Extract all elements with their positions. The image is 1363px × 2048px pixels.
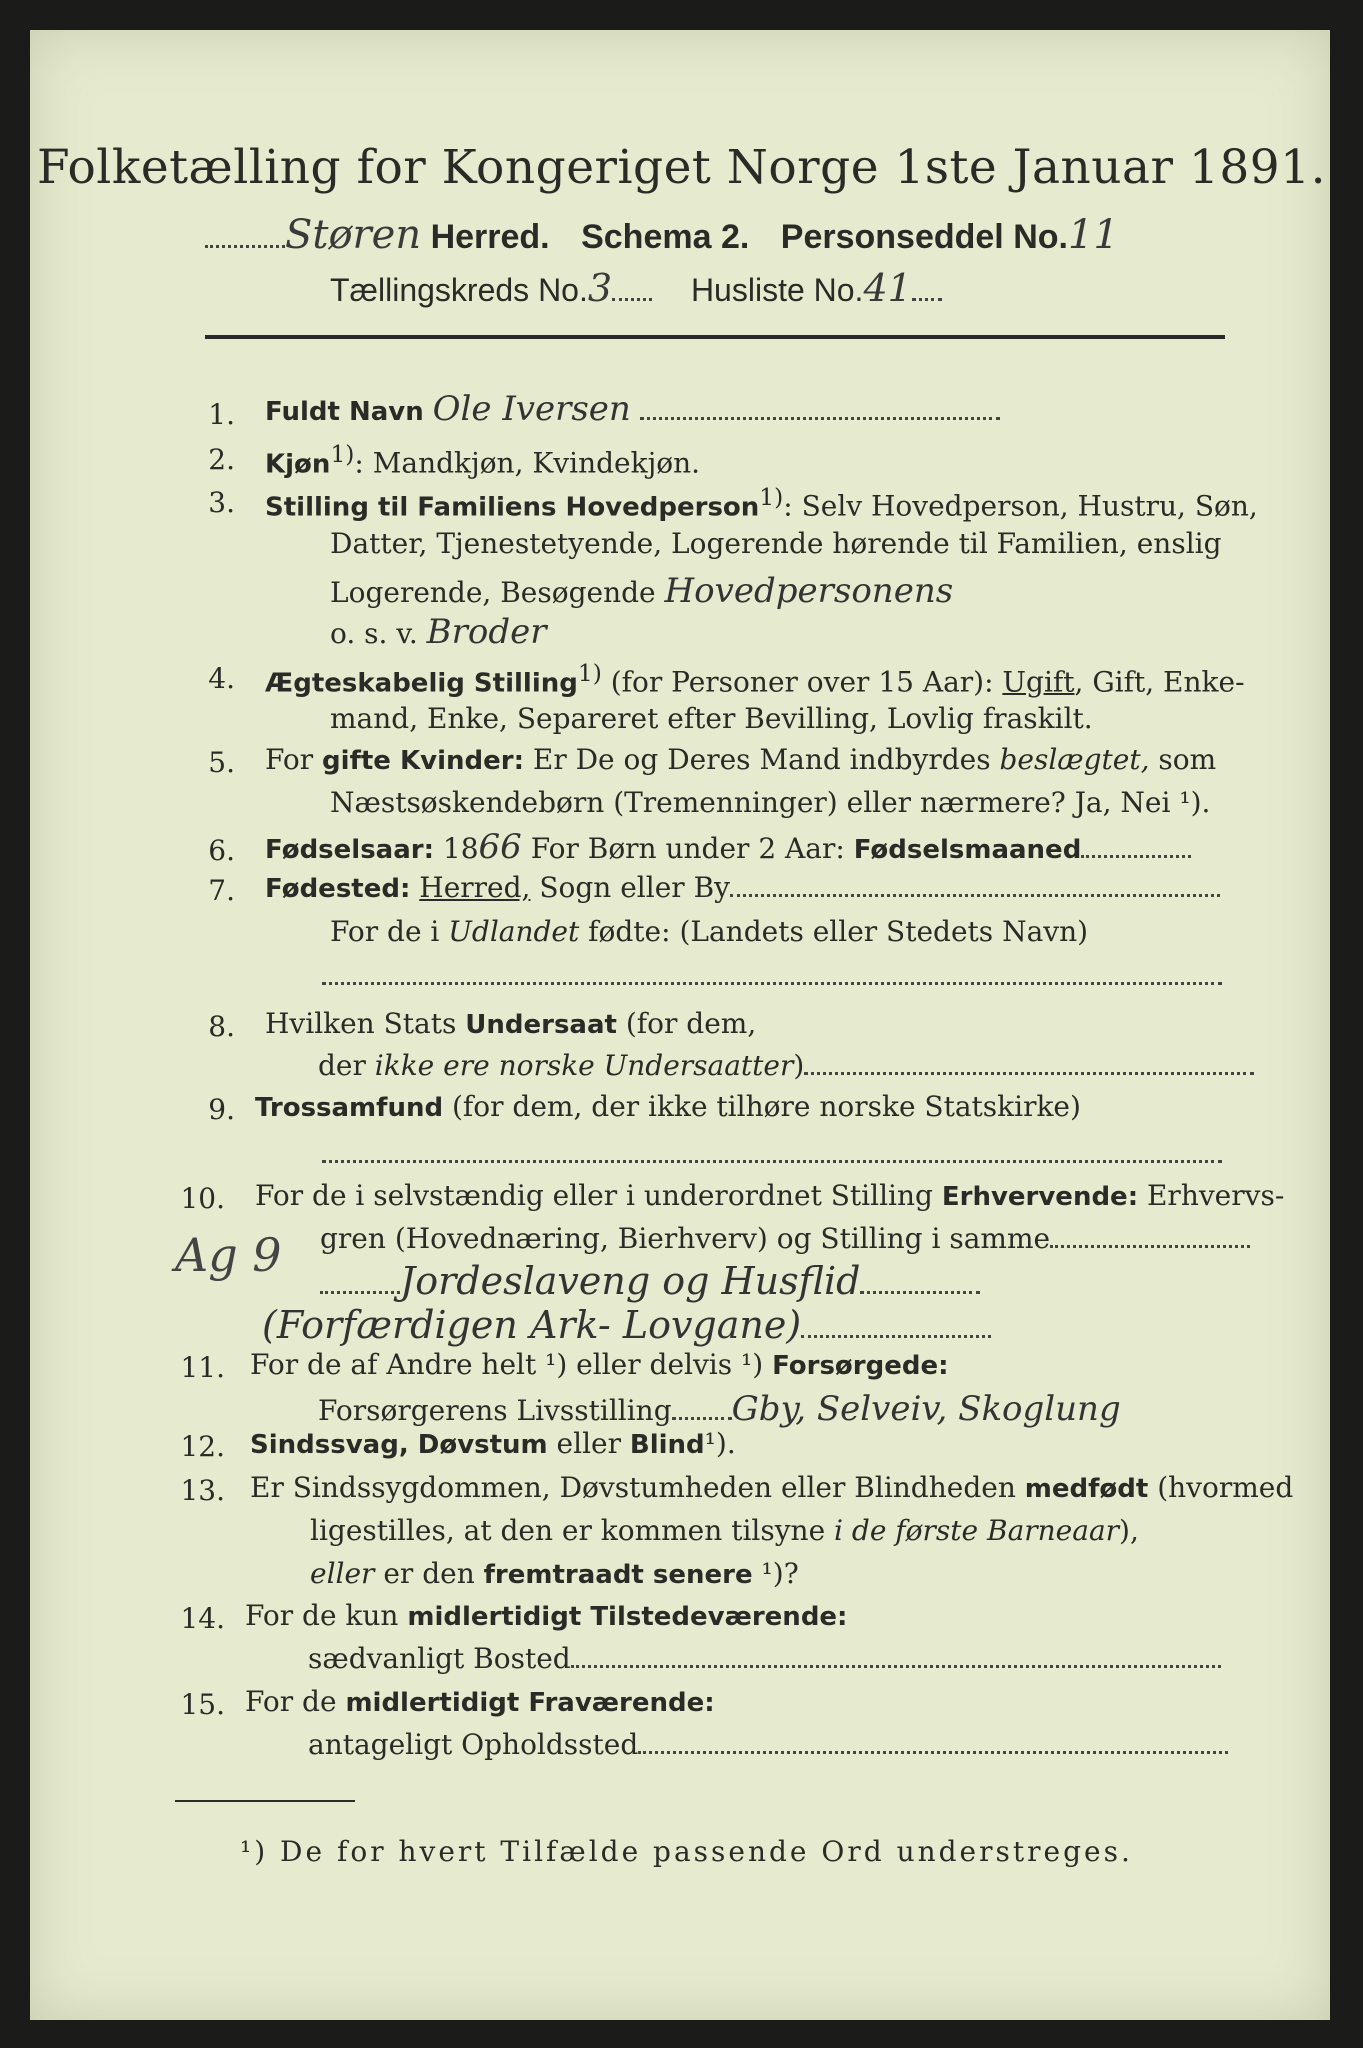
underlined-option: Ugift	[1002, 665, 1075, 699]
field-text: For Børn under 2 Aar:	[521, 832, 854, 865]
field-options: : Selv Hovedperson, Hustru, Søn,	[783, 489, 1258, 523]
dotted-line	[1050, 1244, 1250, 1248]
form-title: Folketælling for Kongeriget Norge 1ste Januar 1891.	[36, 140, 1327, 195]
item-number: 13.	[180, 1474, 225, 1507]
item-citizenship-line2	[318, 1049, 1254, 1082]
field-text: eller	[547, 1427, 630, 1460]
item-temp-present	[245, 1599, 848, 1632]
field-text: Erhvervs-	[1138, 1179, 1285, 1212]
underlined-option: Herred,	[419, 871, 531, 904]
item-sex	[265, 440, 701, 480]
schema-label: Schema 2.	[581, 218, 750, 256]
item-number: 7.	[208, 874, 235, 907]
item-temp-absent	[245, 1685, 715, 1718]
item-number: 14.	[180, 1602, 225, 1635]
field-answer: (Forfærdigen Ark- Lovgane)	[262, 1303, 802, 1347]
field-text: antageligt Opholdssted	[308, 1728, 639, 1761]
footnote: ¹) De for hvert Tilfælde passende Ord understreges.	[240, 1835, 1133, 1868]
field-text: 18	[434, 832, 479, 865]
footnote-mark: 1)	[330, 440, 355, 468]
item-household-answer-line	[330, 571, 954, 611]
field-text: ),	[1119, 1514, 1139, 1547]
dotted-line	[322, 981, 1222, 985]
field-label: Trossamfund	[255, 1093, 444, 1123]
field-text: Er Sindssygdommen, Døvstumheden eller Blindheden	[250, 1471, 1025, 1504]
item-temp-present-line2	[308, 1642, 1221, 1675]
field-label: Forsørgede:	[772, 1351, 949, 1381]
dotted-line	[860, 1290, 980, 1294]
item-number: 1.	[208, 398, 235, 431]
field-options: Sogn eller By	[530, 871, 730, 904]
header-rule	[205, 335, 1225, 339]
field-label: Undersaat	[465, 1010, 617, 1040]
item-disability	[250, 1427, 736, 1460]
personseddel-value: 11	[1067, 212, 1119, 258]
dotted-line	[730, 893, 1220, 897]
header-row-herred	[205, 212, 1225, 258]
footnote-mark: 1)	[577, 659, 602, 687]
dotted-line	[672, 1416, 732, 1420]
field-label: Fødselsaar:	[265, 835, 434, 865]
header-row-kreds	[330, 266, 1130, 310]
dotted-line	[804, 1071, 1254, 1075]
field-options: mand, Enke, Separeret efter Bevilling, Lovlig fraskilt.	[330, 702, 1093, 735]
field-text: ikke ere norske Undersaatter	[374, 1049, 794, 1082]
field-text: gren (Hovednæring, Bierhverv) og Stilling i samme	[320, 1222, 1051, 1255]
footnote-rule	[175, 1800, 355, 1802]
field-label: Fødselsmaaned	[853, 835, 1082, 865]
item-married-women	[265, 743, 1217, 776]
dotted-line	[322, 1159, 1222, 1163]
answer-line	[322, 1140, 1222, 1168]
field-answer: Hovedpersonens	[664, 571, 954, 611]
dotted-line	[1081, 854, 1191, 858]
field-text: Er De og Deres Mand indbyrdes	[523, 743, 1000, 776]
item-religion	[255, 1090, 1081, 1123]
item-birthplace	[265, 871, 1220, 904]
item-household-osv	[330, 612, 547, 652]
dotted-line	[571, 1664, 1221, 1668]
item-occupation-line2	[320, 1222, 1250, 1255]
field-answer: Gby, Selveiv, Skoglung	[731, 1389, 1121, 1429]
item-number: 6.	[208, 834, 235, 867]
field-text: norske Statskirke)	[819, 1090, 1081, 1123]
field-label: Erhvervende:	[941, 1182, 1139, 1212]
field-label: Fødested:	[265, 874, 411, 904]
item-supported-line2	[318, 1389, 1121, 1429]
item-number: 12.	[180, 1430, 225, 1463]
field-text: eller	[310, 1557, 375, 1590]
dotted-line	[612, 297, 652, 301]
item-number: 2.	[208, 443, 235, 476]
item-temp-absent-line2	[308, 1728, 1228, 1761]
field-options: : Mandkjøn, Kvindekjøn.	[354, 446, 701, 480]
field-text: Forsørgerens Livsstilling	[318, 1394, 672, 1427]
husliste-value: 41	[863, 266, 912, 310]
field-text: For de kun	[245, 1599, 408, 1632]
field-label: fremtraadt senere	[483, 1560, 753, 1590]
personseddel-label: Personseddel No.	[780, 218, 1068, 256]
item-congenital-line2	[310, 1514, 1139, 1547]
answer-line	[322, 962, 1222, 990]
dotted-line	[205, 244, 285, 248]
field-label: Fuldt Navn	[265, 397, 424, 427]
item-number: 4.	[208, 662, 235, 695]
field-answer: Broder	[426, 612, 547, 652]
item-number: 5.	[208, 746, 235, 779]
field-text: Hvilken Stats	[265, 1007, 466, 1040]
item-number: 10.	[180, 1182, 225, 1215]
field-label: Ægteskabelig Stilling	[265, 668, 578, 699]
field-answer: 66	[478, 827, 522, 867]
field-answer: Jordeslaveng og Husflid	[400, 1259, 861, 1303]
dotted-line	[640, 416, 1000, 420]
dotted-line	[801, 1334, 991, 1338]
field-options: Datter, Tjenestetyende, Logerende hørende til Familien, enslig	[330, 527, 1222, 560]
field-options: Logerende, Besøgende	[330, 576, 656, 609]
field-text: For de i	[330, 915, 449, 948]
field-label: gifte Kvinder:	[322, 746, 524, 776]
field-text: For de i selvstændig eller i underordnet Stilling	[255, 1179, 942, 1212]
field-text: ¹).	[704, 1427, 736, 1460]
item-full-name	[265, 389, 1000, 429]
item-supported	[250, 1348, 949, 1381]
item-citizenship	[265, 1007, 757, 1040]
field-label: midlertidigt Tilstedeværende:	[407, 1602, 848, 1632]
field-text: (for dem, der ikke tilhøre	[443, 1090, 820, 1123]
field-label: medfødt	[1024, 1474, 1149, 1504]
item-number: 15.	[180, 1688, 225, 1721]
item-marital-status	[265, 659, 1245, 699]
husliste-label: Husliste No.	[690, 272, 864, 308]
footnote-mark: 1)	[759, 483, 784, 511]
field-text: der	[318, 1049, 375, 1082]
field-text: (for dem,	[616, 1007, 757, 1040]
dotted-line	[320, 1290, 400, 1294]
field-text: ¹)?	[752, 1557, 799, 1590]
field-label: Blind	[629, 1430, 705, 1460]
field-options: (for Personer over 15 Aar):	[601, 665, 1003, 699]
field-text: i de første Barneaar	[834, 1514, 1120, 1547]
field-options: Næstsøskendebørn (Tremenninger) eller nærmere? Ja, Nei ¹).	[330, 786, 1211, 819]
dotted-line	[912, 297, 942, 301]
field-text: beslægtet,	[999, 743, 1150, 776]
field-text: For de	[245, 1685, 346, 1718]
field-text: fødte: (Landets eller Stedets Navn)	[579, 915, 1089, 948]
item-number: 9.	[208, 1093, 235, 1126]
item-occupation-answer2	[262, 1303, 991, 1347]
field-text: (hvormed	[1148, 1471, 1294, 1504]
kreds-value: 3	[587, 266, 613, 310]
item-number: 3.	[208, 486, 235, 519]
field-text: ligestilles, at den er kommen tilsyne	[310, 1514, 835, 1547]
item-birth-year	[265, 827, 1191, 867]
field-text: For	[265, 743, 323, 776]
field-label: Kjøn	[265, 449, 331, 480]
item-household-position	[265, 483, 1258, 523]
item-birthplace-abroad	[330, 915, 1089, 948]
field-label: midlertidigt Fraværende:	[345, 1688, 715, 1718]
field-text: sædvanligt Bosted	[308, 1642, 571, 1675]
field-label: Sindssvag, Døvstum	[250, 1430, 548, 1460]
margin-annotation: Ag 9	[175, 1228, 282, 1282]
herred-value: Støren	[285, 212, 422, 258]
item-occupation-answer1	[320, 1259, 980, 1303]
field-text: Udlandet	[448, 915, 580, 948]
field-text: er den	[374, 1557, 484, 1590]
kreds-label: Tællingskreds No.	[330, 272, 588, 308]
item-congenital-line3	[310, 1557, 799, 1590]
field-answer: Ole Iversen	[432, 389, 631, 429]
field-label: Stilling til Familiens Hovedperson	[265, 492, 760, 523]
field-options: o. s. v.	[330, 617, 418, 650]
field-text: som	[1149, 743, 1217, 776]
field-options: , Gift, Enke-	[1074, 665, 1245, 699]
herred-label: Herred.	[430, 218, 550, 256]
dotted-line	[638, 1750, 1228, 1754]
item-number: 8.	[208, 1010, 235, 1043]
item-number: 11.	[180, 1351, 225, 1384]
field-text: )	[793, 1049, 805, 1082]
field-text: For de af Andre helt ¹) eller delvis ¹)	[250, 1348, 773, 1381]
item-congenital	[250, 1471, 1294, 1504]
item-occupation	[255, 1179, 1285, 1212]
